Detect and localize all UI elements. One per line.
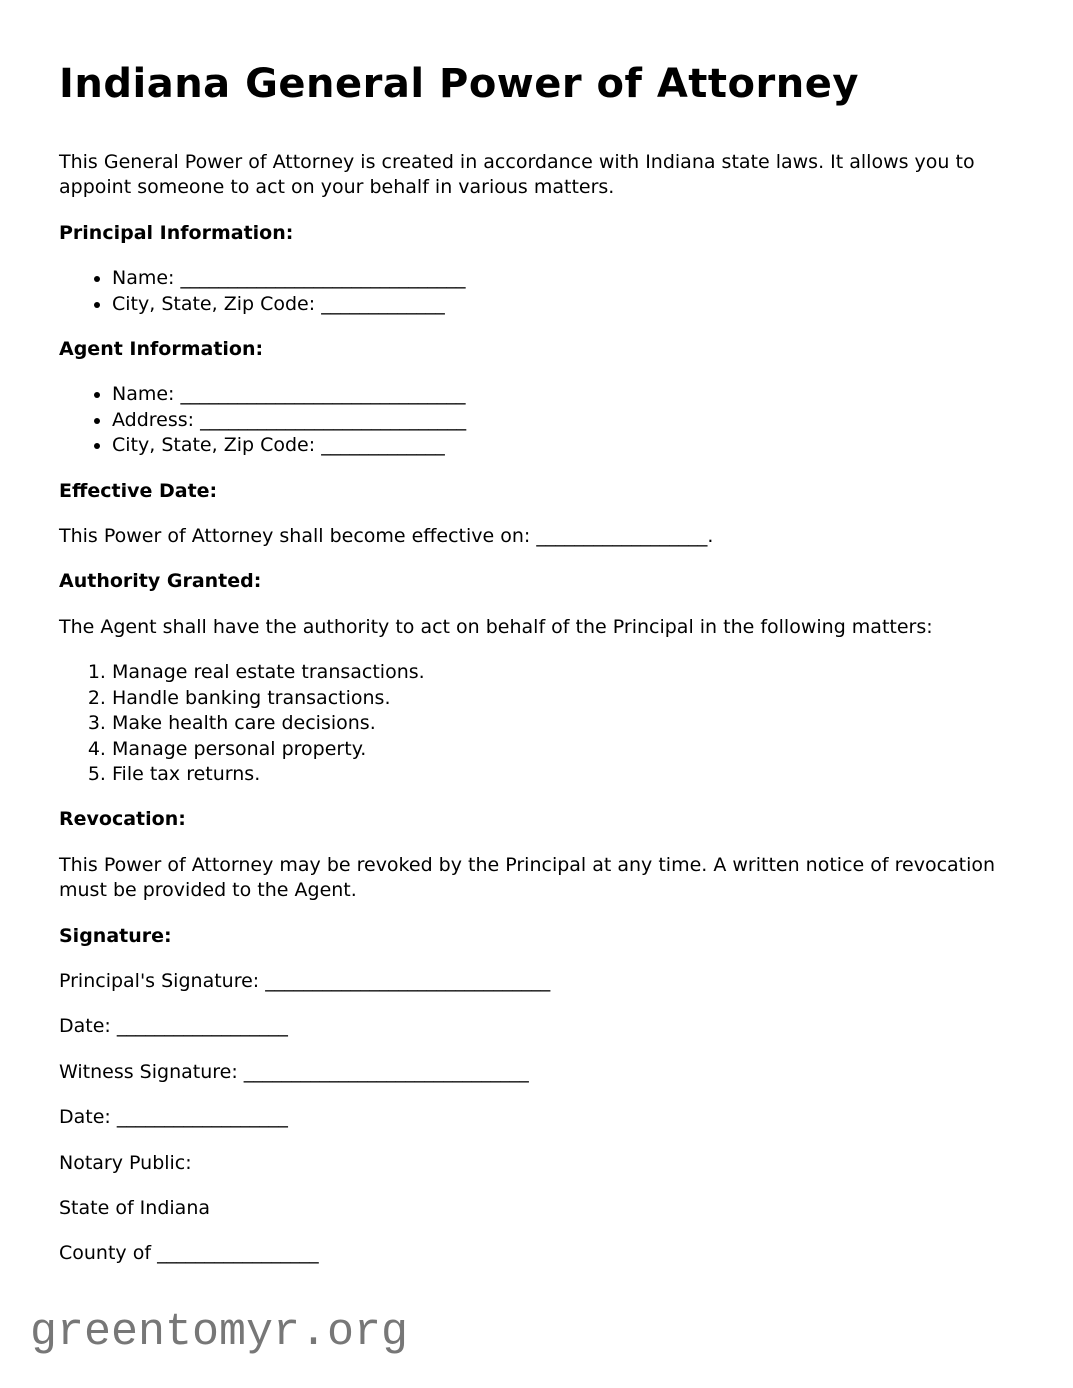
blank-line: __________________ [536,525,708,548]
principal-signature-row [59,969,1003,994]
blank-line: _____________ [321,434,445,457]
blank-line: ______________________________ [243,1060,529,1083]
effective-date-text: This Power of Attorney shall become effective on: [59,525,531,548]
notary-public-row [59,1151,1003,1176]
section-heading-authority-granted: Authority Granted: [59,570,262,593]
blank-line: ______________________________ [180,267,466,290]
section-heading-principal-information: Principal Information: [59,221,294,244]
principal-name-row [112,266,1003,291]
intro-paragraph: This General Power of Attorney is created in accordance with Indiana state laws. It allows you to appoint someone to act on your behalf in various matters. [59,151,975,199]
blank-line: ______________________________ [180,383,466,406]
authority-intro-paragraph: The Agent shall have the authority to act on behalf of the Principal in the following matters: [59,615,933,638]
section-heading-signature: Signature: [59,924,172,947]
field-label: Name: [112,267,175,290]
field-label: Principal's Signature: [59,969,260,992]
date-row [59,1014,1003,1039]
blank-line: __________________ [116,1015,288,1038]
authority-item: 1. Manage real estate transactions. [112,660,1003,685]
date-row [59,1105,1003,1130]
authority-list [59,660,1003,787]
section-heading-agent-information: Agent Information: [59,338,264,361]
field-label: County of [59,1242,152,1265]
document-title: Indiana General Power of Attorney [59,61,859,107]
agent-city-state-zip-row [112,433,1003,458]
authority-item: 3. Make health care decisions. [112,711,1003,736]
field-label: State of Indiana [59,1196,210,1219]
field-label: City, State, Zip Code: [112,434,316,457]
section-heading-effective-date: Effective Date: [59,479,218,502]
field-label: Name: [112,383,175,406]
state-of-indiana-row [59,1196,1003,1221]
authority-item: 4. Manage personal property. [112,737,1003,762]
field-label: Witness Signature: [59,1060,238,1083]
field-label: Date: [59,1015,111,1038]
witness-signature-row [59,1060,1003,1085]
blank-line: _________________ [157,1242,319,1265]
principal-info-list [59,266,1003,317]
agent-address-row [112,408,1003,433]
field-label: Notary Public: [59,1151,192,1174]
blank-line: __________________ [116,1106,288,1129]
authority-item: 2. Handle banking transactions. [112,686,1003,711]
field-label: City, State, Zip Code: [112,292,316,315]
field-label: Address: [112,408,195,431]
section-heading-revocation: Revocation: [59,808,186,831]
county-of-row [59,1241,1003,1266]
field-label: Date: [59,1106,111,1129]
watermark: greentomyr.org [30,1307,409,1358]
blank-line: _____________ [321,292,445,315]
blank-line: ____________________________ [200,408,467,431]
effective-date-sentence [59,524,1003,549]
authority-item: 5. File tax returns. [112,762,1003,787]
revocation-paragraph: This Power of Attorney may be revoked by the Principal at any time. A written notice of revocation must be provided to the Agent. [59,853,996,902]
principal-city-state-zip-row [112,292,1003,317]
blank-line: ______________________________ [265,969,551,992]
sentence-period: . [707,525,714,548]
agent-name-row [112,382,1003,407]
agent-info-list [59,382,1003,458]
